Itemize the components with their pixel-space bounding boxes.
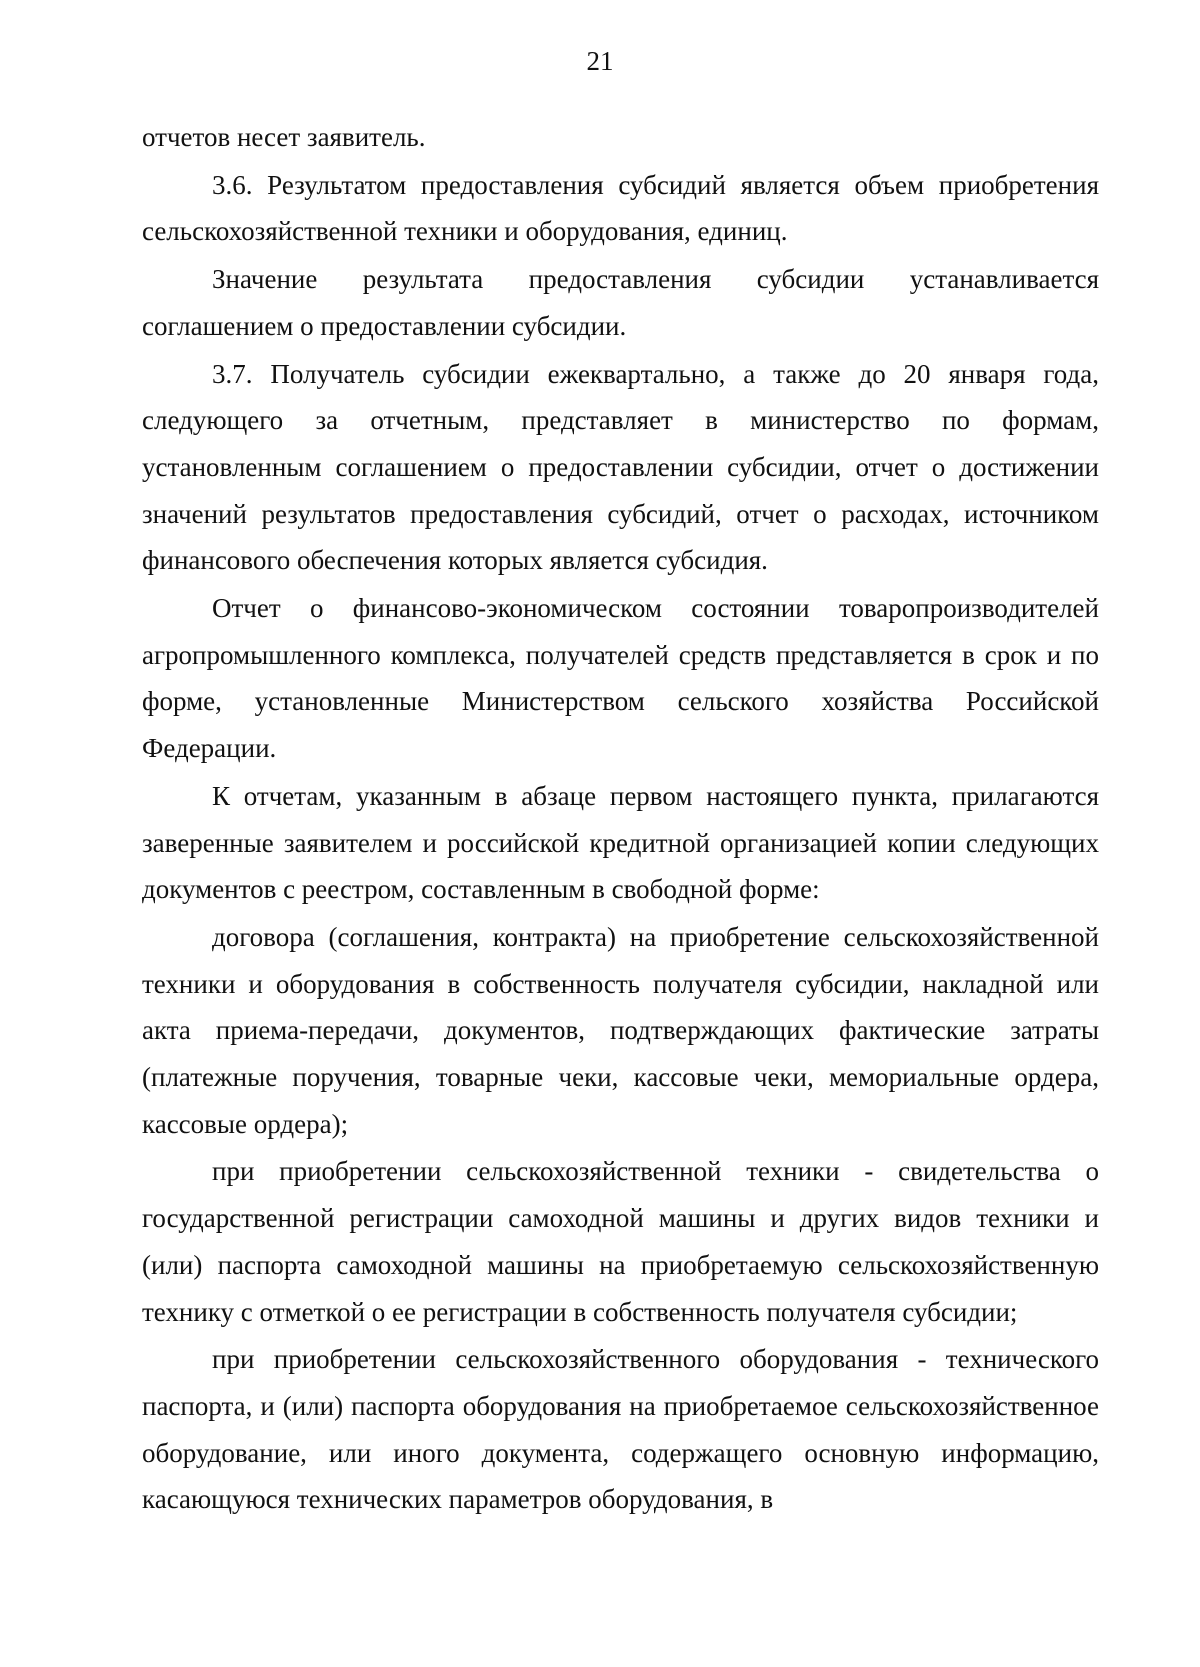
paragraph-result-value: Значение результата предоставления субсидии устанавливается соглашением о предоставлении субсидии. xyxy=(142,264,1099,341)
paragraph-financial-report: Отчет о финансово-экономическом состоянии товаропроизводителей агропромышленного комплекса, получателей средств представляется в срок и по форме, установленные Министерством сельского хозяйства Российской Федерации. xyxy=(142,593,1099,764)
paragraph-continuation: отчетов несет заявитель. xyxy=(142,122,426,152)
paragraph-machinery-registration: при приобретении сельскохозяйственной техники - свидетельства о государственной регистрации самоходной машины и других видов техники и (или) паспорта самоходной машины на приобретаемую сельскохозяйственную технику с отметкой о ее регистрации в собственность получателя субсидии; xyxy=(142,1156,1099,1327)
paragraph-attachments: К отчетам, указанным в абзаце первом настоящего пункта, прилагаются заверенные заявителем и российской кредитной организацией копии следующих документов с реестром, составленным в свободной форме: xyxy=(142,780,1099,905)
paragraph-contract-documents: договора (соглашения, контракта) на приобретение сельскохозяйственной техники и оборудования в собственность получателя субсидии, накладной или акта приема-передачи, документов, подтверждающих фактические затраты (платежные поручения, товарные чеки, кассовые чеки, мемориальные ордера, кассовые ордера); xyxy=(142,921,1099,1139)
paragraph-equipment-passport: при приобретении сельскохозяйственного оборудования - технического паспорта, и (или) паспорта оборудования на приобретаемое сельскохозяйственное оборудование, или иного документа, содержащего основную информацию, касающуюся технических параметров оборудования, в xyxy=(142,1344,1099,1515)
document-body xyxy=(142,114,1099,1523)
paragraph-3-7: 3.7. Получатель субсидии ежеквартально, а также до 20 января года, следующего за отчетным, представляет в министерство по формам, установленным соглашением о предоставлении субсидии, отчет о достижении значений результатов предоставления субсидий, отчет о расходах, источником финансового обеспечения которых является субсидия. xyxy=(142,358,1099,576)
paragraph-3-6: 3.6. Результатом предоставления субсидий является объем приобретения сельскохозяйственной техники и оборудования, единиц. xyxy=(142,169,1099,247)
page-number: 21 xyxy=(586,46,614,76)
